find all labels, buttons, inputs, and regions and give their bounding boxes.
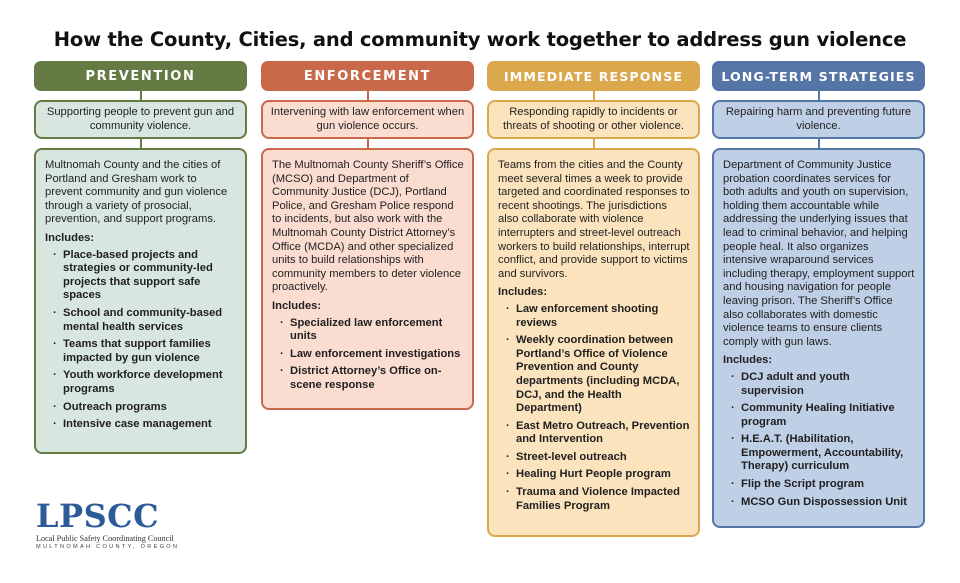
list-item: · Healing Hurt People program	[506, 468, 690, 482]
column-summary: Supporting people to prevent gun and community violence.	[34, 100, 247, 139]
column-summary: Repairing harm and preventing future violence.	[712, 100, 925, 139]
column-detail	[487, 148, 700, 537]
includes-list	[498, 303, 690, 513]
connector-line	[818, 139, 820, 148]
list-item: · MCSO Gun Dispossession Unit	[731, 496, 915, 510]
list-item: · Trauma and Violence Impacted Families Program	[506, 486, 690, 513]
connector-line	[818, 91, 820, 100]
list-item: · Specialized law enforcement units	[280, 317, 464, 344]
list-item: · Law enforcement investigations	[280, 348, 464, 362]
column-enforcement	[261, 61, 474, 410]
includes-label: Includes:	[45, 231, 95, 244]
connector-line	[140, 139, 142, 148]
includes-label: Includes:	[498, 286, 548, 299]
connector-line	[593, 91, 595, 100]
list-item: · Law enforcement shooting reviews	[506, 303, 690, 330]
column-immediate-response	[487, 61, 700, 537]
column-description: The Multnomah County Sheriff’s Office (MCSO) and Department of Community Justice (DCJ), Portland Police, and Gresham Police respond to incidents, but also work with the Multnomah County District Attorney’s Office (MCDA) and other specialized units to build relationships with community members to deter violence proactively.	[272, 159, 464, 294]
logo-mark: LPSCC	[36, 497, 160, 535]
column-header: ENFORCEMENT	[261, 61, 474, 91]
column-description: Department of Community Justice probation coordinates services for both adults and youth on supervision, holding them accountable while addressing the underlying issues that lead to criminal behavior, and helping people heal. It also organizes intensive wraparound services including therapy, employment support and housing navigation for people leaving prison. The Sheriff’s Office also collaborates with domestic violence teams to ensure clients comply with gun laws.	[723, 159, 915, 348]
logo-council-name: Local Public Safety Coordinating Council	[36, 534, 174, 543]
list-item: · H.E.A.T. (Habilitation, Empowerment, Accountability, Therapy) curriculum	[731, 433, 915, 474]
list-item: · District Attorney’s Office on-scene response	[280, 365, 464, 392]
list-item: · DCJ adult and youth supervision	[731, 371, 915, 398]
list-item: · Place-based projects and strategies or community-led projects that support safe spaces	[53, 249, 237, 303]
column-summary: Intervening with law enforcement when gun violence occurs.	[261, 100, 474, 139]
column-long-term-strategies	[712, 61, 925, 528]
column-header: PREVENTION	[34, 61, 247, 91]
list-item: · Flip the Script program	[731, 478, 915, 492]
list-item: · Weekly coordination between Portland’s Office of Violence Prevention and County departments (including MCDA, DCJ, and the Health Department)	[506, 334, 690, 416]
column-detail	[712, 148, 925, 528]
includes-list	[45, 249, 237, 432]
connector-line	[367, 139, 369, 148]
column-description: Multnomah County and the cities of Portland and Gresham work to prevent community and gun violence through a variety of prosocial, prevention, and support programs.	[45, 159, 228, 226]
includes-list	[723, 371, 915, 509]
list-item: · Intensive case management	[53, 418, 237, 432]
column-description: Teams from the cities and the County meet several times a week to provide targeted and coordinated responses to recent shootings. The jurisdictions also collaborate with violence interrupters and street-level outreach workers to build relationships, interrupt conflict, and provide support to victims and survivors.	[498, 159, 690, 280]
connector-line	[367, 91, 369, 100]
list-item: · Street-level outreach	[506, 451, 690, 465]
list-item: · East Metro Outreach, Prevention and Intervention	[506, 420, 690, 447]
page-title: How the County, Cities, and community work together to address gun violence	[53, 28, 907, 51]
includes-label: Includes:	[272, 299, 322, 312]
includes-label: Includes:	[723, 354, 773, 367]
column-detail	[34, 148, 247, 454]
column-detail	[261, 148, 474, 410]
connector-line	[593, 139, 595, 148]
logo-county-name: MULTNOMAH COUNTY, OREGON	[36, 544, 180, 550]
connector-line	[140, 91, 142, 100]
list-item: · Youth workforce development programs	[53, 369, 237, 396]
lpscc-logo	[36, 497, 180, 550]
includes-list	[272, 317, 464, 393]
list-item: · Teams that support families impacted by gun violence	[53, 338, 237, 365]
list-item: · School and community-based mental health services	[53, 307, 237, 334]
list-item: · Community Healing Initiative program	[731, 402, 915, 429]
column-header: LONG-TERM STRATEGIES	[712, 61, 925, 91]
column-summary: Responding rapidly to incidents or threats of shooting or other violence.	[487, 100, 700, 139]
column-header: IMMEDIATE RESPONSE	[487, 61, 700, 91]
list-item: · Outreach programs	[53, 401, 237, 415]
column-prevention	[34, 61, 247, 454]
